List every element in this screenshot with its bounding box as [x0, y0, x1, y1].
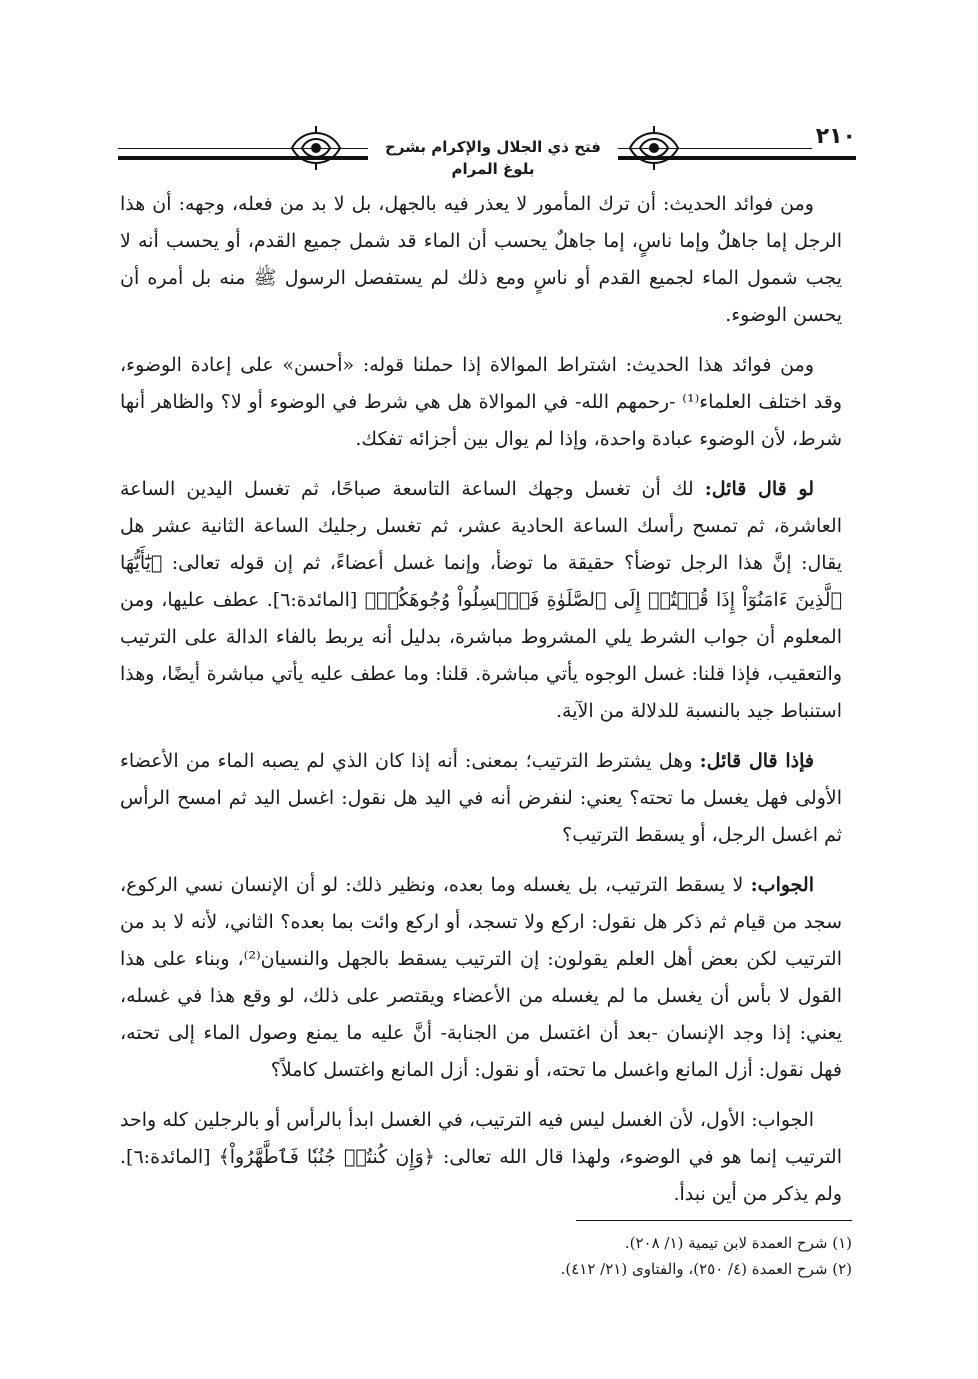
- main-text: [120, 186, 842, 1226]
- page-number: ٢١٠: [812, 124, 856, 149]
- floral-ornament-icon: [626, 122, 682, 174]
- book-title: فتح ذي الجلال والإكرام بشرح بلوغ المرام: [368, 136, 618, 180]
- floral-ornament-icon: [288, 122, 344, 174]
- paragraph-text: لك أن تغسل وجهك الساعة التاسعة صباحًا، ثم تغسل اليدين الساعة العاشرة، ثم تمسح رأسك الساعة الحادية عشر، ثم تغسل رجليك الساعة الثانية عشر هل يقال: إنَّ هذا الرجل توضأ؟ حقيقة ما توضأ، وإنما غسل أعضاءً، ثم إن قوله تعالى: ﴿يَٰٓأَيُّهَا ٱلَّذِينَ ءَامَنُوٓاْ إِذَا قُمۡتُمۡ إِلَى ٱلصَّلَوٰةِ فَٱغۡسِلُواْ وُجُوهَكُمۡ﴾ [المائدة:٦]. عطف عليها، ومن المعلوم أن جواب الشرط يلي المشروط مباشرة، بدليل أنه يربط بالفاء الدالة على الترتيب والتعقيب، فإذا قلنا: غسل الوجوه يأتي مباشرة. قلنا: وما عطف عليه يأتي مباشرة أيضًا، وهذا استنباط جيد بالنسبة للدلالة من الآية.: [120, 478, 842, 722]
- paragraph-text: ومن فوائد هذا الحديث: اشتراط الموالاة إذا حملنا قوله: «أحسن» على إعادة الوضوء، وقد اختلف العلماء⁽¹⁾ -رحمهم الله- في الموالاة هل هي شرط في الوضوء أو لا؟ والظاهر أنها شرط، لأن الوضوء عبادة واحدة، وإذا لم يوال بين أجزائه تفكك.: [120, 354, 842, 450]
- paragraph-lead: لو قال قائل:: [704, 478, 814, 500]
- paragraph: [120, 347, 842, 458]
- paragraph: [120, 743, 842, 854]
- paragraph-text: لا يسقط الترتيب، بل يغسله وما بعده، ونظير ذلك: لو أن الإنسان نسي الركوع، سجد من قيام ثم ذكر هل نقول: اركع ولا تسجد، أو اركع وائت بما بعده؟ الثاني، لأنه لا بد من الترتيب لكن بعض أهل العلم يقولون: إن الترتيب يسقط بالجهل والنسيان⁽²⁾، وبناء على هذا القول لا بأس أن يغسل ما لم يغسله من الأعضاء ويقتصر على ذلك، لو وقع هذا في غسله، يعني: إذا وجد الإنسان -بعد أن اغتسل من الجنابة- أنَّ عليه ما يمنع وصول الماء إلى تحته، فهل نقول: أزل المانع واغسل ما تحته، أو نقول: أزل المانع واغتسل كاملاً؟: [120, 874, 842, 1081]
- paragraph: [120, 1102, 842, 1213]
- paragraph-lead: الجواب:: [750, 874, 814, 896]
- paragraph-text: ومن فوائد الحديث: أن ترك المأمور لا يعذر فيه بالجهل، بل لا بد من فعله، وجهه: أن هذا الرجل إما جاهلٌ وإما ناسٍ، إما جاهلٌ يحسب أن الماء قد شمل جميع القدم، أو يحسب أنه لا يجب شمول الماء لجميع القدم أو ناسٍ ومع ذلك لم يستفصل الرسول ﷺ منه بل أمره أن يحسن الوضوء.: [120, 193, 842, 326]
- paragraph-text: وهل يشترط الترتيب؛ بمعنى: أنه إذا كان الذي لم يصبه الماء من الأعضاء الأولى فهل يغسل ما تحته؟ يعني: لنفرض أنه في اليد هل نقول: اغسل اليد ثم امسح الرأس ثم اغسل الرجل، أو يسقط الترتيب؟: [120, 750, 842, 846]
- paragraph: [120, 867, 842, 1089]
- paragraph-text: الجواب: الأول، لأن الغسل ليس فيه الترتيب، في الغسل ابدأ بالرأس أو بالرجلين كله واحد الترتيب إنما هو في الوضوء، ولهذا قال الله تعالى: ﴿وَإِن كُنتُمۡ جُنُبٗا فَٱطَّهَّرُواْ﴾ [المائدة:٦]. ولم يذكر من أين نبدأ.: [120, 1109, 842, 1205]
- paragraph: [120, 186, 842, 334]
- footnote: (١) شرح العمدة لابن تيمية (١/ ٢٠٨).: [624, 1234, 852, 1252]
- paragraph-lead: فإذا قال قائل:: [699, 750, 814, 772]
- footnotes: [400, 1230, 852, 1282]
- footnote: (٢) شرح العمدة (٤/ ٢٥٠)، والفتاوى (٢١/ ٤١٢).: [560, 1260, 852, 1278]
- paragraph: [120, 471, 842, 730]
- page-header: [118, 112, 856, 176]
- footnote-divider: [576, 1220, 852, 1221]
